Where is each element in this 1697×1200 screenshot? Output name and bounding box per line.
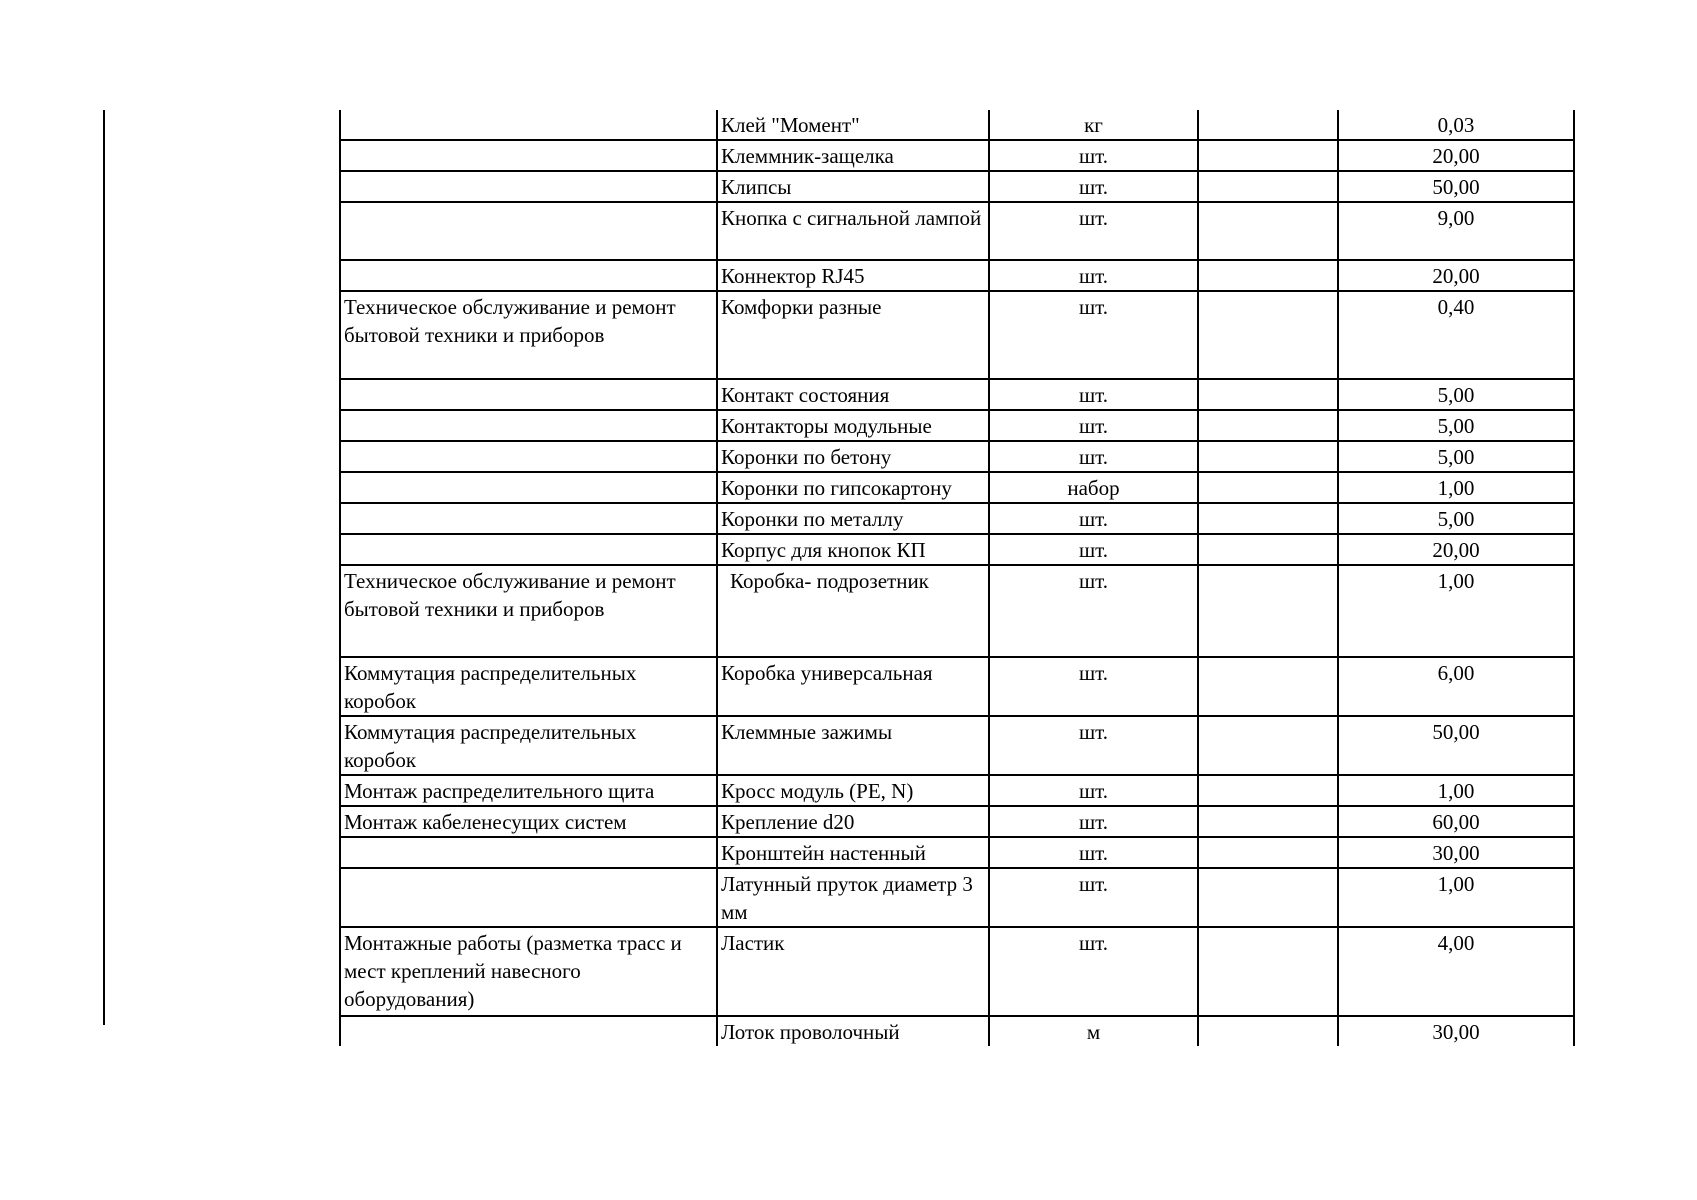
- quantity-cell: 50,00: [1338, 171, 1574, 202]
- blank-cell: [1198, 202, 1338, 260]
- table-row: [340, 379, 1574, 410]
- quantity-cell: 1,00: [1338, 565, 1574, 657]
- unit-cell: шт.: [989, 379, 1198, 410]
- work-cell: [340, 472, 717, 503]
- quantity-cell: 30,00: [1338, 837, 1574, 868]
- quantity-cell: 5,00: [1338, 503, 1574, 534]
- unit-cell: шт.: [989, 868, 1198, 927]
- blank-cell: [1198, 441, 1338, 472]
- work-cell: [340, 534, 717, 565]
- unit-cell: шт.: [989, 806, 1198, 837]
- material-cell: Кронштейн настенный: [717, 837, 989, 868]
- blank-cell: [1198, 291, 1338, 379]
- table-row: [340, 171, 1574, 202]
- table-row: [340, 472, 1574, 503]
- quantity-cell: 5,00: [1338, 410, 1574, 441]
- material-cell: Коронки по гипсокартону: [717, 472, 989, 503]
- material-cell: Корпус для кнопок КП: [717, 534, 989, 565]
- work-cell: [340, 110, 717, 140]
- material-cell: Лоток проволочный: [717, 1016, 989, 1046]
- material-cell: Коронки по металлу: [717, 503, 989, 534]
- table-row: [340, 565, 1574, 657]
- material-cell: Комфорки разные: [717, 291, 989, 379]
- work-cell: [340, 202, 717, 260]
- table-row: [340, 534, 1574, 565]
- material-cell: Клей "Момент": [717, 110, 989, 140]
- blank-cell: [1198, 775, 1338, 806]
- quantity-cell: 20,00: [1338, 534, 1574, 565]
- unit-cell: набор: [989, 472, 1198, 503]
- work-cell: [340, 140, 717, 171]
- table-row: [340, 110, 1574, 140]
- blank-cell: [1198, 410, 1338, 441]
- unit-cell: шт.: [989, 927, 1198, 1016]
- work-cell: [340, 868, 717, 927]
- unit-cell: шт.: [989, 441, 1198, 472]
- material-cell: Кросс модуль (PE, N): [717, 775, 989, 806]
- work-cell: Монтаж кабеленесущих систем: [340, 806, 717, 837]
- material-text: Коробка- подрозетник: [730, 569, 929, 593]
- table-row: [340, 410, 1574, 441]
- blank-cell: [1198, 171, 1338, 202]
- quantity-cell: 0,40: [1338, 291, 1574, 379]
- material-cell: Крепление d20: [717, 806, 989, 837]
- table-row: [340, 1016, 1574, 1046]
- work-cell: [340, 1016, 717, 1046]
- quantity-cell: 1,00: [1338, 775, 1574, 806]
- material-cell: Клеммник-защелка: [717, 140, 989, 171]
- material-cell: Коробка универсальная: [717, 657, 989, 716]
- table-row: [340, 806, 1574, 837]
- material-cell: Коннектор RJ45: [717, 260, 989, 291]
- quantity-cell: 5,00: [1338, 379, 1574, 410]
- material-cell: Клипсы: [717, 171, 989, 202]
- table-row: [340, 202, 1574, 260]
- material-cell: [717, 565, 989, 657]
- unit-cell: шт.: [989, 202, 1198, 260]
- unit-cell: шт.: [989, 657, 1198, 716]
- table-row: [340, 868, 1574, 927]
- unit-cell: шт.: [989, 837, 1198, 868]
- work-cell: [340, 410, 717, 441]
- table-row: [340, 291, 1574, 379]
- unit-cell: шт.: [989, 291, 1198, 379]
- table-row: [340, 441, 1574, 472]
- quantity-cell: 5,00: [1338, 441, 1574, 472]
- blank-cell: [1198, 716, 1338, 775]
- blank-cell: [1198, 110, 1338, 140]
- material-cell: Коронки по бетону: [717, 441, 989, 472]
- quantity-cell: 60,00: [1338, 806, 1574, 837]
- work-cell: Монтаж распределительного щита: [340, 775, 717, 806]
- quantity-cell: 1,00: [1338, 868, 1574, 927]
- quantity-cell: 4,00: [1338, 927, 1574, 1016]
- blank-cell: [1198, 868, 1338, 927]
- material-cell: Клеммные зажимы: [717, 716, 989, 775]
- unit-cell: шт.: [989, 140, 1198, 171]
- quantity-cell: 9,00: [1338, 202, 1574, 260]
- material-cell: Контакт состояния: [717, 379, 989, 410]
- blank-cell: [1198, 140, 1338, 171]
- work-cell: [340, 379, 717, 410]
- blank-cell: [1198, 565, 1338, 657]
- unit-cell: шт.: [989, 565, 1198, 657]
- work-cell: Коммутация распределительных коробок: [340, 657, 717, 716]
- unit-cell: шт.: [989, 171, 1198, 202]
- quantity-cell: 50,00: [1338, 716, 1574, 775]
- blank-cell: [1198, 260, 1338, 291]
- unit-cell: шт.: [989, 410, 1198, 441]
- blank-cell: [1198, 379, 1338, 410]
- table-row: [340, 657, 1574, 716]
- unit-cell: м: [989, 1016, 1198, 1046]
- work-cell: [340, 441, 717, 472]
- work-cell: Техническое обслуживание и ремонт бытовой техники и приборов: [340, 291, 717, 379]
- work-cell: [340, 503, 717, 534]
- blank-cell: [1198, 657, 1338, 716]
- work-cell: Техническое обслуживание и ремонт бытовой техники и приборов: [340, 565, 717, 657]
- material-cell: Контакторы модульные: [717, 410, 989, 441]
- table-row: [340, 260, 1574, 291]
- blank-cell: [1198, 503, 1338, 534]
- material-cell: Кнопка с сигнальной лампой: [717, 202, 989, 260]
- quantity-cell: 0,03: [1338, 110, 1574, 140]
- unit-cell: шт.: [989, 775, 1198, 806]
- table-row: [340, 140, 1574, 171]
- blank-cell: [1198, 837, 1338, 868]
- material-cell: Латунный пруток диаметр 3 мм: [717, 868, 989, 927]
- work-cell: Коммутация распределительных коробок: [340, 716, 717, 775]
- blank-cell: [1198, 1016, 1338, 1046]
- work-cell: Монтажные работы (разметка трасс и мест креплений навесного оборудования): [340, 927, 717, 1016]
- unit-cell: шт.: [989, 503, 1198, 534]
- quantity-cell: 20,00: [1338, 260, 1574, 291]
- work-cell: [340, 260, 717, 291]
- table-row: [340, 716, 1574, 775]
- quantity-cell: 6,00: [1338, 657, 1574, 716]
- table-row: [340, 775, 1574, 806]
- blank-cell: [1198, 806, 1338, 837]
- blank-cell: [1198, 534, 1338, 565]
- materials-table: [339, 110, 1575, 1046]
- table-row: [340, 837, 1574, 868]
- table-row: [340, 927, 1574, 1016]
- material-cell: Ластик: [717, 927, 989, 1016]
- blank-cell: [1198, 472, 1338, 503]
- work-cell: [340, 837, 717, 868]
- table-row: [340, 503, 1574, 534]
- quantity-cell: 20,00: [1338, 140, 1574, 171]
- unit-cell: кг: [989, 110, 1198, 140]
- blank-cell: [1198, 927, 1338, 1016]
- left-margin-rule: [103, 110, 105, 1025]
- quantity-cell: 1,00: [1338, 472, 1574, 503]
- unit-cell: шт.: [989, 716, 1198, 775]
- unit-cell: шт.: [989, 534, 1198, 565]
- unit-cell: шт.: [989, 260, 1198, 291]
- work-cell: [340, 171, 717, 202]
- quantity-cell: 30,00: [1338, 1016, 1574, 1046]
